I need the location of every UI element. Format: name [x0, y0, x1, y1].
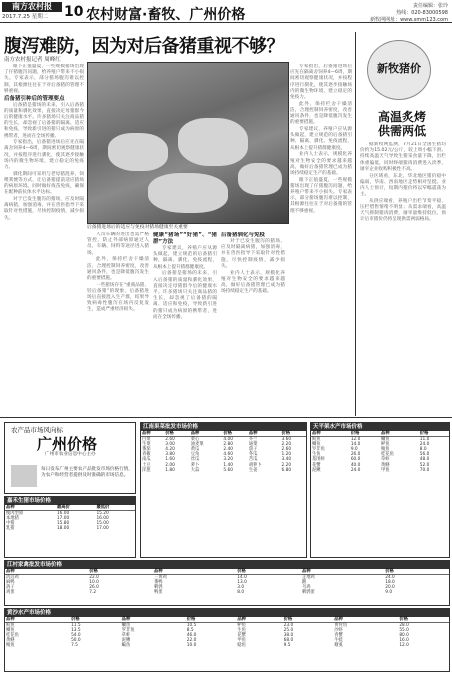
issue-date: 2017.7.25 星期二 [2, 14, 49, 20]
masthead [0, 0, 452, 23]
pig-figure [148, 173, 228, 213]
table-cell: 1.40 [223, 462, 233, 468]
table-cell: 14.0 [237, 575, 247, 581]
table-cell: 鸡蛋 [6, 590, 15, 596]
table-cell: 2.80 [223, 442, 233, 448]
table-cell: 乳猪 [6, 526, 15, 532]
table-cell: 泥鳅 [121, 638, 131, 644]
table-cell: 54.0 [71, 633, 81, 639]
table-cell: 18.00 [56, 526, 70, 532]
table-cell: 46.0 [186, 633, 197, 639]
table-cell: 白菜 [142, 437, 151, 443]
table-cell: 7.5 [71, 643, 78, 649]
table-cell: 68.0 [283, 638, 294, 644]
column-header: 价格 [419, 431, 449, 437]
table-cell: 2.00 [165, 462, 175, 468]
paragraph: 眼下正值盛夏，一些规模猪场出现了仔猪腹泻问题，给养殖户带来不小损失。专家表示，部分猪场腹泻难以控制，其根源往往在于对后备猪的管理不够重视。 [290, 177, 352, 214]
table-cell: 3.00 [165, 442, 175, 448]
table-cell: 鸽子 [6, 585, 15, 591]
table-cell: 生菜 [142, 442, 151, 448]
paragraph: 专家指出，后备猪进场后应先在隔离舍饲养4—6周，期间密切观察健康状况，并按程序进行驯化，使其逐步接触场内的微生物环境，建立稳定的免疫力。 [4, 140, 84, 171]
article-column-2 [87, 232, 149, 414]
table-cell: 22.0 [89, 575, 99, 581]
table-cell: 15.20 [96, 511, 109, 517]
price-table [310, 422, 450, 558]
table-cell: 南瓜 [142, 457, 151, 463]
table-cell: 罗非鱼 [121, 628, 135, 634]
article-subhead: 后备猪驯化与免疫 [221, 232, 266, 238]
column-header: 价格 [222, 431, 247, 437]
pig-figure [108, 133, 168, 171]
table-cell: 鹌鹑蛋 [301, 590, 315, 596]
table-cell: 番茄 [142, 447, 151, 453]
table-cell: 12.0 [350, 437, 361, 443]
table-row [141, 463, 306, 468]
section-divider [0, 417, 452, 418]
table-cell: 3.80 [165, 452, 175, 458]
table-cell: 菜心 [190, 437, 200, 443]
table-cell: 9.0 [350, 447, 358, 453]
table-cell: 乌鸡 [301, 585, 311, 591]
table-cell: 8.0 [419, 447, 427, 453]
table-grid [5, 617, 449, 649]
table-cell: 2.40 [223, 447, 233, 453]
column-header: 品种 [5, 505, 56, 511]
table-cell: 1.80 [165, 467, 175, 473]
badge-text: 新牧猪价 [377, 62, 421, 75]
article-subhead: 后备猪引种后的管理要点 [4, 95, 65, 102]
table-cell: 鲫鱼 [6, 628, 15, 634]
table-cell: 鹅 [301, 580, 307, 586]
price-table [4, 608, 450, 672]
table-cell: 4.00 [223, 437, 233, 443]
table-cell: 11.5 [71, 623, 81, 629]
paragraph: 一些猪场存在“重商品猪、轻后备猪”的现象，后备猪进场后直接混入生产群，结果导致病毒性腹泻在场内反复发生，造成严重经济损失。 [87, 282, 149, 313]
table-cell: 三黄鸡 [153, 575, 167, 581]
paragraph: 业内人士表示，规模化养殖对生物安全的要求越来越高，做好后备猪管理已成为猪场持续稳定生产的基础。 [290, 152, 352, 176]
column-header: 价格 [164, 431, 189, 437]
table-cell: 鲮鱼 [380, 447, 390, 453]
table-cell: 9.0 [385, 590, 393, 596]
pig-figure [238, 163, 282, 195]
table-cell: 3.40 [281, 457, 292, 463]
table-cell: 20.0 [385, 585, 395, 591]
table-cell: 洋葱 [142, 467, 151, 473]
table-cell: 70.0 [419, 467, 430, 473]
table-cell: 走地鸡 [301, 575, 315, 581]
table-cell: 芥兰 [248, 437, 258, 443]
table-cell: 鳙鱼 [121, 623, 131, 629]
table-grid [311, 431, 449, 473]
table-cell: 26.0 [89, 585, 99, 591]
table-cell: 萝卜 [190, 462, 200, 468]
table-cell: 15.80 [56, 521, 70, 527]
column-header: 品种 [121, 617, 186, 623]
table-grid [5, 569, 449, 595]
table-cell: 10.0 [89, 580, 99, 586]
table-cell: 23.0 [283, 623, 294, 629]
table-header-row [141, 431, 306, 437]
table-cell: 花蟹 [312, 462, 321, 468]
table-row [5, 590, 449, 595]
table-cell: 桂花鱼 [380, 452, 394, 458]
column-header: 品种 [380, 431, 419, 437]
table-cell: 番鸭 [153, 580, 163, 586]
table-cell: 鲮鱼 [6, 643, 15, 649]
column-header: 品种 [153, 569, 236, 575]
table-cell: 鹌鹑 [153, 585, 163, 591]
table-cell: 10.0 [186, 643, 197, 649]
table-cell: 鲶鱼 [237, 643, 246, 649]
ad-subtitle: 广州市农业信息中心主办 [45, 452, 96, 457]
table-cell: 15.00 [96, 521, 109, 527]
table-cell: 22.0 [186, 638, 197, 644]
table-cell: 2.60 [281, 447, 292, 453]
table-cell: 55.0 [399, 628, 409, 634]
table-grid [5, 505, 135, 531]
table-grid [141, 431, 306, 473]
table-cell: 18.0 [385, 580, 395, 586]
table-cell: 12.0 [399, 643, 409, 649]
article-headline: 腹泻难防，因为对后备猪重视不够？ [4, 36, 284, 57]
table-row [311, 468, 449, 473]
table-cell: 豆角 [190, 452, 200, 458]
column-header: 品种 [5, 617, 70, 623]
table-cell: 50.0 [71, 638, 81, 644]
sidebar-title [360, 110, 444, 138]
ad-title: 广州价格 [37, 435, 98, 453]
sidebar-title-line: 高温炙烤 [377, 110, 426, 124]
table-cell: 10.5 [186, 623, 197, 629]
column-header: 品种 [333, 617, 398, 623]
table-cell: 13.0 [237, 580, 247, 586]
paragraph: 驯化期间可采用与老母猪混养、饲喂粪便等方式，让后备猪提前适应猪场的病原环境。同时做好疫苗免疫，确保在配种前抗体水平达标。 [4, 171, 84, 196]
price-badge [353, 36, 443, 104]
table-cell: 16.0 [399, 638, 409, 644]
table-cell: 80.0 [399, 633, 409, 639]
table-cell: 瘦肉型猪 [6, 511, 24, 517]
table-cell: 黄骨鱼 [334, 623, 348, 629]
table-cell: 土豆 [142, 462, 151, 468]
sidebar-title-line: 供需两低 [377, 124, 426, 138]
table-cell: 1.20 [281, 452, 292, 458]
column-header: 最低价 [95, 505, 135, 511]
ad-tagline: 农产品市场风向标 [11, 426, 63, 434]
table-cell: 48.0 [419, 457, 430, 463]
table-cell: 2.20 [281, 442, 292, 448]
column-header: 价格 [281, 431, 306, 437]
table-cell: 16.00 [56, 511, 70, 517]
table-cell: 17.00 [96, 526, 109, 532]
column-header: 价格 [283, 617, 334, 623]
table-row [141, 457, 306, 462]
column-header: 价格 [186, 617, 237, 623]
column-header: 品种 [248, 431, 281, 437]
table-cell: 38.0 [283, 633, 294, 639]
table-cell: 青蟹 [334, 633, 343, 639]
photo-caption: 后备猪进场后的适应与免疫对猪场健康至关重要 [87, 225, 188, 230]
table-cell: 鲩鱼 [6, 623, 15, 629]
article-photo [87, 62, 289, 224]
table-cell: 16.00 [96, 516, 109, 522]
table-title: 嘉禾生猪市场价格 [5, 497, 135, 505]
table-cell: 油麦菜 [190, 442, 204, 448]
editor-line: 责任编辑：张玲 [412, 3, 448, 9]
table-title: 黄沙水产市场价格 [5, 609, 449, 617]
table-cell: 大蒜 [190, 467, 200, 473]
table-cell: 13.5 [71, 628, 81, 634]
column-header: 品种 [5, 569, 88, 575]
table-cell: 1.60 [165, 457, 175, 463]
article-column-1 [4, 64, 84, 414]
guangzhou-price-ad [4, 422, 136, 494]
paragraph: 此外，保持栏舍干燥清洁，合理控制饲养密度，改善通风条件，也是降低腹泻发生的重要措施。 [87, 257, 149, 281]
column-header: 价格 [236, 569, 301, 575]
table-title: 江村家禽批发市场价格 [5, 561, 449, 569]
table-cell: 生姜 [248, 467, 258, 473]
table-cell: 生鱼 [237, 628, 246, 634]
table-cell: 60.0 [350, 457, 361, 463]
column-header: 品种 [190, 431, 223, 437]
table-row [141, 468, 306, 473]
article-column-5 [290, 64, 352, 414]
price-table [4, 560, 450, 606]
table-cell: 草虾 [380, 457, 390, 463]
column-header: 价格 [70, 617, 121, 623]
table-cell: 8.5 [186, 628, 194, 634]
column-header: 品种 [141, 431, 164, 437]
table-cell: 8.0 [237, 590, 245, 596]
table-row [5, 526, 135, 531]
qr-code-icon [11, 465, 37, 487]
table-cell: 3.60 [281, 437, 292, 443]
table-cell: 青椒 [142, 452, 151, 458]
table-cell: 24.0 [385, 575, 395, 581]
table-cell: 7.2 [89, 590, 97, 596]
table-cell: 清远鸡 [6, 575, 19, 581]
column-header: 价格 [88, 569, 153, 575]
table-cell: 丝瓜 [190, 457, 200, 463]
paragraph: 从供应端看，养殖户出栏节奏平稳，压栏惜售情绪不明显；从需求端看，高温天气抑制猪肉消费，屠宰量维持低位。预计后市猪价仍将呈现供需两弱格局。 [360, 198, 446, 223]
paragraph: 对于已发生腹泻的猪场，应及时隔离病猪，加强消毒，并在兽医指导下采取针对性措施，尽快控制疫情，减少损失。 [4, 197, 84, 221]
paragraph: 对于已发生腹泻的猪场，应及时隔离病猪，加强消毒，并在兽医指导下采取针对性措施，尽快控制疫情，减少损失。 [221, 239, 285, 269]
table-cell: 本地猪 [6, 516, 19, 522]
table-cell: 草虾 [121, 633, 131, 639]
column-header: 品种 [236, 617, 282, 623]
table-cell: 4.60 [223, 452, 233, 458]
table-cell: 52.0 [419, 462, 430, 468]
table-cell: 鳙鱼 [380, 437, 390, 443]
hotline-line: 热线：020-83000598 [396, 10, 448, 16]
paragraph: 专家建议，养殖户应从源头做起，建立规范的后备猪引种、隔离、驯化、免疫流程，从根本上提升猪群健康度。 [290, 127, 352, 151]
paragraph: 后备猪是猪场的未来，引入后备猪的质量和驯化效果，直接决定母猪群今后的健康水平。许多猪场只关注商品猪的生长，却忽视了后备猪的隔离、适应和免疫，导致新引进的猪只成为病原的携带者，进而在全场传播。 [153, 271, 217, 320]
table-cell: 甲鱼 [237, 638, 246, 644]
table-cell: 鸭蛋 [153, 590, 163, 596]
table-cell: 鲫鱼 [312, 442, 321, 448]
article-byline: 南方农村报记者 周峰红 [4, 57, 61, 63]
paragraph: 分区域看，东北、华北地区猪价稳中偏弱，华南、西南地区走势相对坚挺。业内人士预计，短期内猪价将以窄幅震荡为主。 [360, 173, 446, 198]
table-cell: 桂花鱼 [6, 633, 19, 639]
table-cell: 基围虾 [312, 457, 325, 463]
table-cell: 牛蛙 [334, 638, 343, 644]
article-column-3 [153, 232, 217, 414]
table-cell: 11.0 [419, 437, 430, 443]
table-cell: 苦瓜 [248, 457, 258, 463]
table-cell: 生鱼 [312, 452, 321, 458]
table-cell: 黄鳝 [380, 462, 390, 468]
paragraph: 专家指出，后备猪进场后应先在隔离舍饲养4—6周，期间密切观察健康状况，并按程序进行驯化，使其逐步接触场内的微生物环境，建立稳定的免疫力。 [290, 64, 352, 101]
table-cell: 鲈鱼 [237, 623, 246, 629]
table-cell: 3.0 [237, 585, 245, 591]
sidebar-body [360, 142, 446, 414]
table-cell: 40.0 [350, 462, 361, 468]
column-header: 价格 [384, 569, 449, 575]
article-column-4 [221, 232, 285, 414]
article-subhead: 健康“猪场”“好猪”、“猪群”方法 [153, 232, 217, 245]
table-cell: 花蟹 [237, 633, 246, 639]
table-cell: 中猪 [6, 521, 15, 527]
table-cell: 黄鳝 [6, 638, 15, 644]
table-cell: 冬瓜 [248, 452, 258, 458]
table-cell: 4.20 [165, 447, 175, 453]
table-cell: 麻鸭 [6, 580, 15, 586]
paragraph: 据新牧网监测，7月21日全国生猪均价约为15.02元/公斤，较上周小幅下滑。持续高温天气导致生猪采食量下降，出栏体重偏低，同时终端猪肉消费进入淡季，屠宰企业收购积极性不高。 [360, 142, 446, 172]
table-cell: 茄子 [248, 447, 258, 453]
paragraph: 专家建议，养殖户应从源头做起，建立规范的后备猪引种、隔离、驯化、免疫流程，从根本上提升猪群健康度。 [153, 246, 217, 270]
table-cell: 28.0 [399, 623, 409, 629]
table-title: 天平架水产市场价格 [311, 423, 449, 431]
table-cell: 塘虱 [334, 643, 343, 649]
column-header: 品种 [301, 569, 384, 575]
table-cell: 26.0 [350, 452, 361, 458]
table-cell: 9.5 [283, 643, 291, 649]
ad-body: 每日发布广州主要农产品批发市场价格行情，为农户和经营者提供及时准确的市场信息。 [41, 467, 133, 478]
page-number: 10 [64, 4, 84, 20]
price-table [4, 496, 136, 558]
table-cell: 2.20 [281, 462, 292, 468]
pig-figure [178, 118, 248, 166]
column-header: 最高价 [56, 505, 96, 511]
paragraph: 此外，保持栏舍干燥清洁，合理控制饲养密度，改善通风条件，也是降低腹泻发生的重要措施。 [290, 101, 352, 126]
section-title: 农村财富·畜牧、广州价格 [86, 7, 246, 23]
column-header: 价格 [350, 431, 380, 437]
table-cell: 25.0 [283, 628, 294, 634]
table-cell: 甲鱼 [380, 467, 390, 473]
paragraph: 业内人士表示，规模化养殖对生物安全的要求越来越高，做好后备猪管理已成为猪场持续稳定生产的基础。 [221, 270, 285, 295]
table-row [5, 643, 449, 648]
table-cell: 胡萝卜 [248, 462, 262, 468]
column-header: 品种 [311, 431, 350, 437]
table-cell: 24.0 [350, 467, 361, 473]
table-cell: 鳊鱼 [121, 643, 131, 649]
table-cell: 罗非鱼 [312, 447, 325, 453]
table-cell: 24.0 [419, 442, 430, 448]
table-cell: 17.00 [56, 516, 70, 522]
website-line: 新牧网网址：www.xmm123.com [370, 17, 448, 23]
newspaper-logo: 南方农村报 [2, 2, 62, 12]
table-cell: 沙虾 [334, 628, 343, 634]
table-cell: 6.80 [281, 467, 292, 473]
table-cell: 泥鳅 [312, 467, 321, 473]
table-cell: 鲈鱼 [380, 442, 390, 448]
editor-info [370, 3, 448, 24]
table-cell: 5.60 [223, 467, 233, 473]
table-cell: 鲩鱼 [312, 437, 321, 443]
table-cell: 3.20 [223, 457, 233, 463]
price-table [140, 422, 307, 558]
table-cell: 通菜 [248, 442, 258, 448]
table-cell: 14.0 [350, 442, 361, 448]
table-cell: 2.60 [165, 437, 175, 443]
paragraph: 人员车辆的进出也需严格管控，防止外部病原通过人员、车辆、饲料等途径进入猪场。 [87, 232, 149, 256]
table-title: 江南果菜批发市场价格 [141, 423, 306, 431]
table-cell: 黄瓜 [190, 447, 200, 453]
table-cell: 56.0 [419, 452, 430, 458]
paragraph: 后备猪是猪场的未来，引入后备猪的质量和驯化效果，直接决定母猪群今后的健康水平。许多猪场只关注商品猪的生长，却忽视了后备猪的隔离、适应和免疫，导致新引进的猪只成为病原的携带者，进而在全场传播。 [4, 102, 84, 139]
column-header: 价格 [398, 617, 449, 623]
paragraph: 眼下正值盛夏，一些规模猪场出现了仔猪腹泻问题，给养殖户带来不小损失。专家表示，部分猪场腹泻难以控制，其根源往往在于对后备猪的管理不够重视。 [4, 64, 84, 94]
